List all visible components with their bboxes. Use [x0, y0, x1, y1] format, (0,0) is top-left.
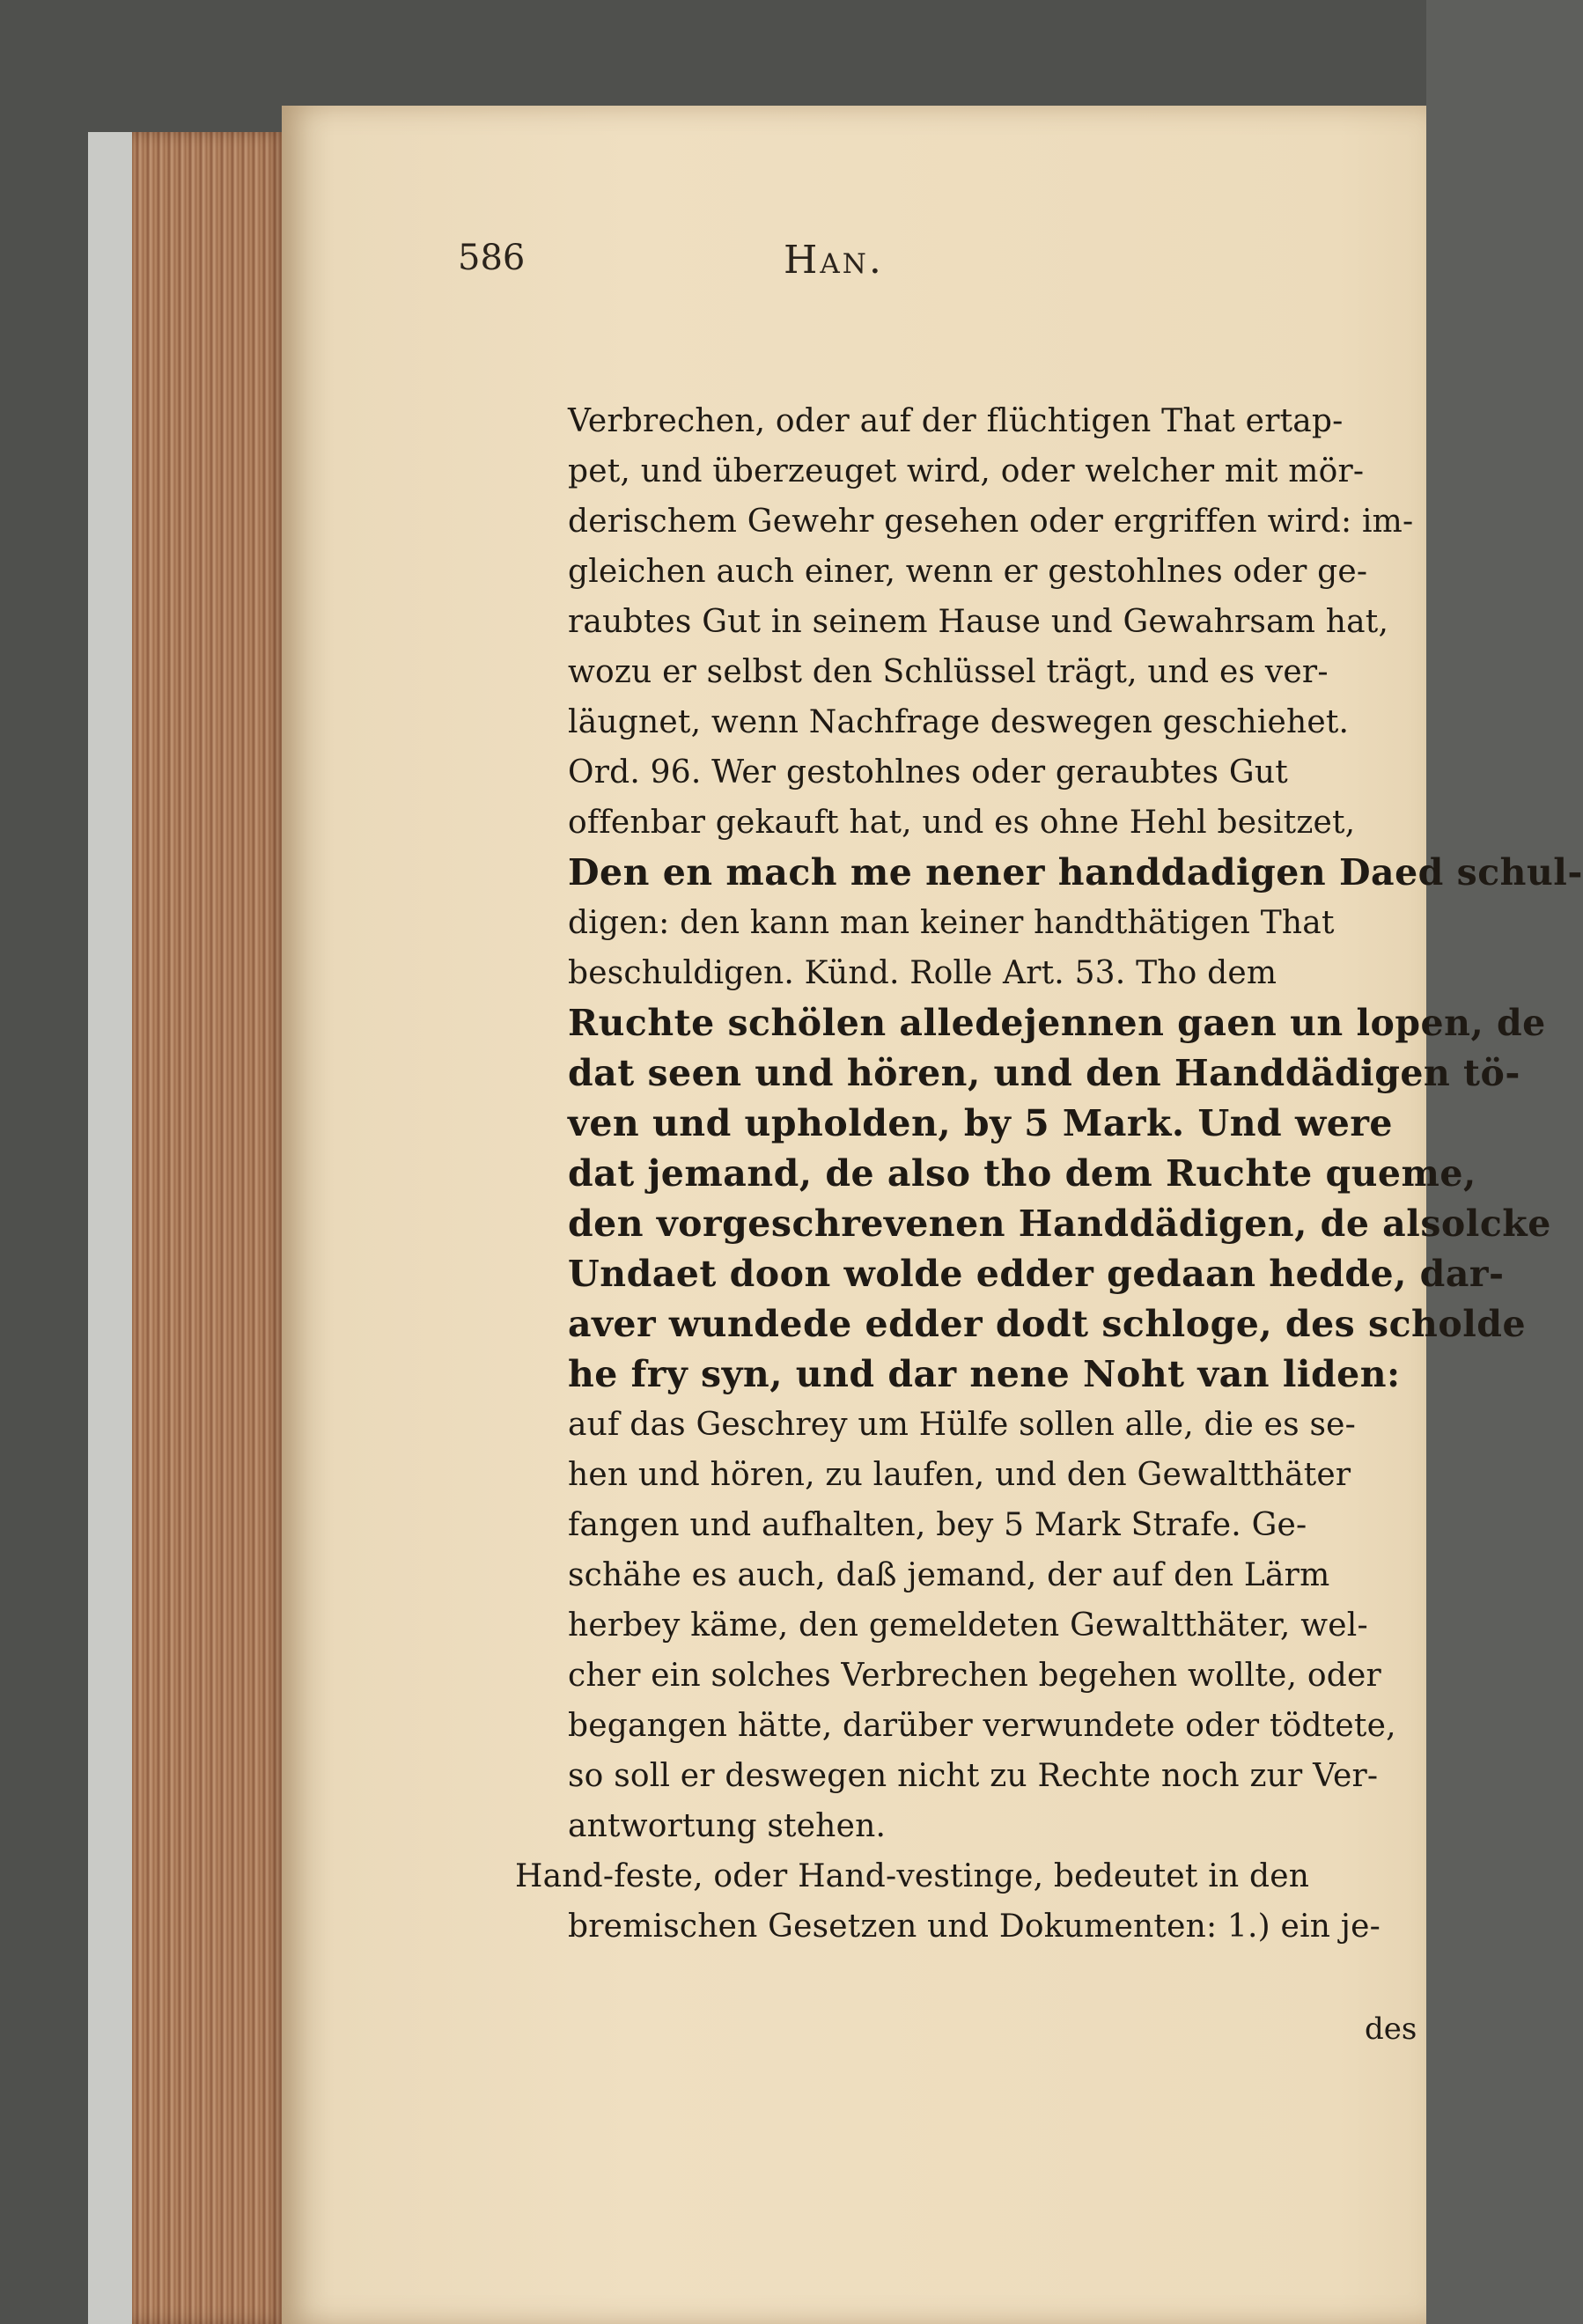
book-page-edges: [132, 132, 286, 2324]
entry-headword-line: Hand-feste, oder Hand-vestinge, bedeutet in den: [515, 1858, 1310, 1894]
catchword: des: [1365, 2011, 1417, 2047]
text-line: raubtes Gut in seinem Hause und Gewahrsam hat,: [568, 604, 1389, 640]
text-line-low-german: aver wundede edder dodt schloge, des scholde: [568, 1303, 1527, 1345]
text-line-low-german: Undaet doon wolde edder gedaan hedde, dar-: [568, 1253, 1505, 1295]
text-line: offenbar gekauft hat, und es ohne Hehl besitzet,: [568, 805, 1356, 841]
text-line: herbey käme, den gemeldeten Gewaltthäter, wel-: [568, 1607, 1368, 1644]
text-line-low-german: he fry syn, und dar nene Noht van liden:: [568, 1353, 1401, 1395]
text-line: so soll er deswegen nicht zu Rechte noch zur Ver-: [568, 1758, 1379, 1794]
text-line: derischem Gewehr gesehen oder ergriffen wird: im-: [568, 504, 1414, 540]
text-line: cher ein solches Verbrechen begehen wollte, oder: [568, 1658, 1381, 1694]
text-line: beschuldigen. Künd. Rolle Art. 53. Tho dem: [568, 955, 1277, 991]
text-line: wozu er selbst den Schlüssel trägt, und es ver-: [568, 654, 1329, 690]
text-line: auf das Geschrey um Hülfe sollen alle, die es se-: [568, 1407, 1357, 1443]
text-line: gleichen auch einer, wenn er gestohlnes oder ge-: [568, 554, 1368, 590]
text-line: schähe es auch, daß jemand, der auf den Lärm: [568, 1557, 1330, 1593]
text-line: hen und hören, zu laufen, und den Gewaltthäter: [568, 1457, 1351, 1493]
page-body-text: [515, 396, 1583, 1952]
running-head: Han.: [784, 238, 884, 283]
text-line: bremischen Gesetzen und Dokumenten: 1.) ein je-: [568, 1908, 1381, 1945]
text-line: Ord. 96. Wer gestohlnes oder geraubtes Gut: [568, 754, 1288, 791]
text-line: begangen hätte, darüber verwundete oder tödtete,: [568, 1708, 1396, 1744]
text-line: pet, und überzeuget wird, oder welcher mit mör-: [568, 453, 1365, 489]
text-line-low-german: dat seen und hören, und den Handdädigen tö-: [568, 1052, 1520, 1094]
text-line: digen: den kann man keiner handthätigen That: [568, 905, 1335, 941]
text-line: fangen und aufhalten, bey 5 Mark Strafe. Ge-: [568, 1507, 1307, 1543]
text-line: Verbrechen, oder auf der flüchtigen That ertap-: [568, 403, 1344, 439]
text-line-low-german: dat jemand, de also tho dem Ruchte queme,: [568, 1152, 1476, 1195]
book-page: [282, 106, 1583, 2324]
text-line-low-german: ven und upholden, by 5 Mark. Und were: [568, 1102, 1394, 1144]
page-number: 586: [458, 238, 526, 278]
text-line: läugnet, wenn Nachfrage deswegen geschiehet.: [568, 704, 1350, 740]
text-line-low-german: Den en mach me nener handdadigen Daed schul-: [568, 851, 1583, 894]
text-line-low-german: Ruchte schölen alledejennen gaen un lopen, de: [568, 1002, 1546, 1044]
text-line: antwortung stehen.: [568, 1808, 887, 1844]
page-header: [458, 238, 1338, 299]
text-line-low-german: den vorgeschrevenen Handdädigen, de alsolcke: [568, 1202, 1551, 1245]
